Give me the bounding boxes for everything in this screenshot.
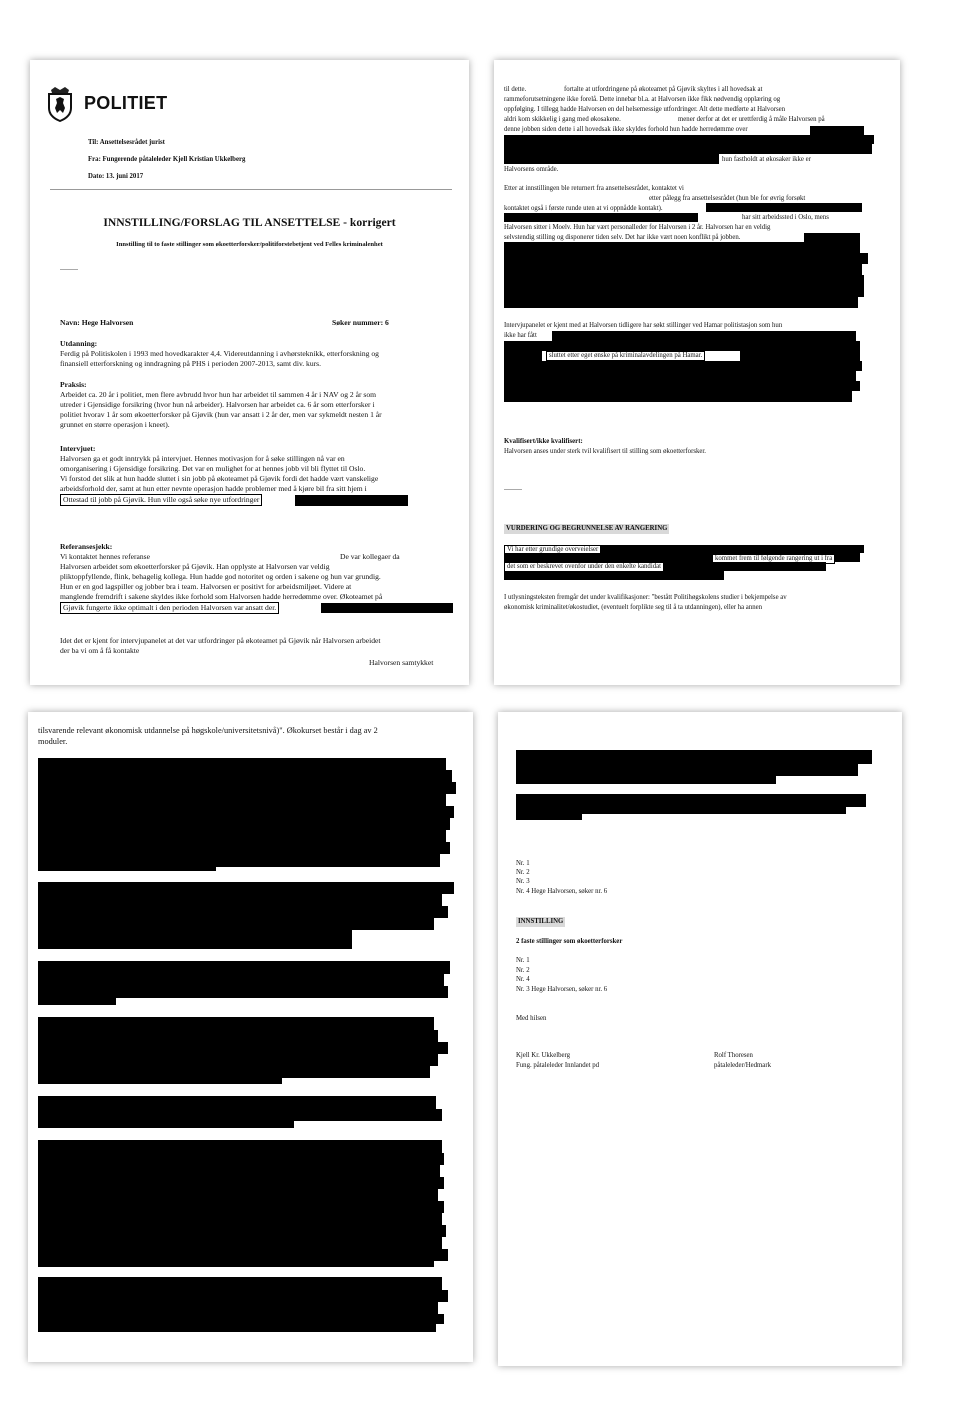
redaction-bar bbox=[504, 154, 719, 164]
redaction-bar bbox=[38, 1314, 444, 1324]
innstilling-heading: INNSTILLING bbox=[516, 917, 565, 927]
interview-line-highlight: Ottestad til jobb på Gjøvik. Hun ville også søke nye utfordringer bbox=[60, 494, 262, 506]
redaction-bar bbox=[504, 135, 874, 144]
coat-of-arms-lion-icon bbox=[46, 86, 74, 122]
body-line: kontaktet også i første runde uten at vi oppnådde kontakt). bbox=[504, 205, 663, 212]
body-line: Halvorsens område. bbox=[504, 166, 559, 173]
ranking-line-boxed: det som er beskrevet ovenfor under den enkelte kandidat bbox=[504, 562, 664, 572]
body-line: til dette. bbox=[504, 86, 527, 93]
redaction-bar bbox=[38, 1302, 438, 1314]
applicant-number: Søker nummer: 6 bbox=[332, 318, 389, 327]
redaction-bar bbox=[38, 1066, 430, 1078]
redaction-bar bbox=[516, 807, 846, 814]
separator-dots: --------- bbox=[60, 267, 78, 273]
redaction-bar bbox=[504, 391, 852, 402]
redaction-bar bbox=[38, 1030, 438, 1042]
body-line: aldri kom skikkelig i gang med økosakene. bbox=[504, 116, 621, 123]
redaction-bar bbox=[38, 961, 450, 974]
redaction-bar bbox=[38, 782, 456, 794]
redaction-bar bbox=[38, 1165, 440, 1177]
redaction-bar bbox=[38, 867, 216, 871]
document-page-1 bbox=[30, 60, 469, 685]
redaction-bar bbox=[38, 1277, 442, 1290]
rank-item: Nr. 2 bbox=[516, 869, 530, 876]
ranking-line-boxed: Vi har etter grundige overveielser bbox=[504, 545, 601, 555]
redaction-bar bbox=[38, 1153, 444, 1165]
body-line: ikke har fått bbox=[504, 332, 537, 339]
redaction-bar bbox=[38, 1109, 442, 1121]
redaction-bar bbox=[38, 794, 446, 806]
document-subtitle: Innstilling til to faste stillinger som økoetterforsker/politiforstebetjent ved Felles kriminalenhet bbox=[116, 241, 383, 248]
document-page-3 bbox=[28, 712, 473, 1362]
redaction-bar bbox=[38, 1054, 438, 1066]
redaction-bar bbox=[38, 854, 440, 867]
redaction-bar bbox=[552, 331, 856, 341]
rank-item: Nr. 1 bbox=[516, 860, 530, 867]
redaction-bar bbox=[38, 882, 454, 894]
redaction-bar bbox=[504, 361, 862, 371]
redaction-bar bbox=[504, 286, 864, 297]
header-divider bbox=[50, 189, 452, 190]
signature-name: Rolf Thoresen bbox=[714, 1052, 753, 1059]
signature-name: Kjell Kr. Ukkelberg bbox=[516, 1052, 571, 1059]
redaction-bar bbox=[38, 1177, 444, 1189]
consent-line: Halvorsen samtykket bbox=[369, 658, 434, 667]
body-line: etter pålegg fra ansettelsesrådet (hun ble for øvrig forsøkt bbox=[649, 195, 806, 202]
to-line: Til: Ansettelsesrådet jurist bbox=[88, 139, 165, 146]
redaction-bar bbox=[504, 144, 872, 154]
redaction-bar bbox=[38, 1213, 442, 1225]
redaction-bar bbox=[504, 213, 698, 222]
redaction-bar bbox=[38, 1261, 434, 1267]
recommend-item: Nr. 1 bbox=[516, 957, 530, 964]
education-line: Ferdig på Politiskolen i 1993 med hovedkarakter 4,4. Videreutdanning i avhørsteknikk, etterforskning og bbox=[60, 349, 379, 358]
title-main: INNSTILLING/FORSLAG TIL ANSETTELSE bbox=[103, 216, 341, 229]
redaction-bar bbox=[504, 242, 860, 253]
reference-line: De var kollegaer da bbox=[340, 552, 400, 561]
body-line: Halvorsen sitter i Moelv. Hun har vært personalleder for Halvorsen i 2 år. Halvorsen har en veldig bbox=[504, 224, 771, 231]
redaction-bar bbox=[38, 1017, 434, 1030]
body-line: har sitt arbeidssted i Oslo, mens bbox=[742, 214, 829, 221]
positions-line: 2 faste stillinger som økoetterforsker bbox=[516, 938, 623, 945]
redaction-bar bbox=[38, 1140, 442, 1153]
redaction-bar bbox=[516, 794, 866, 807]
practice-line: grunnet en større operasjon i kneet). bbox=[60, 420, 170, 429]
redaction-bar bbox=[504, 381, 860, 391]
redaction-bar bbox=[804, 233, 860, 242]
interview-line: Halvorsen ga et godt inntrykk på intervjuet. Hennes motivasjon for å søke stillingen nå var en bbox=[60, 454, 345, 463]
redaction-bar bbox=[38, 830, 446, 842]
education-line: finansiell etterforskning og inndragning på PHS i perioden 2007-2013, samt div. kurs. bbox=[60, 359, 322, 368]
redaction-bar bbox=[504, 341, 860, 351]
reference-line-highlight: Gjøvik fungerte ikke optimalt i den perioden Halvorsen var ansatt der. bbox=[60, 602, 279, 614]
signature-title: Fung. påtaleleder Innlandet pd bbox=[516, 1062, 600, 1069]
reference-line: pliktoppfyllende, flink, behagelig kollega. Hun hadde god notoritet og orden i sakene og hun var grundig. bbox=[60, 572, 381, 581]
redaction-bar bbox=[38, 1225, 446, 1237]
redaction-bar bbox=[516, 764, 858, 776]
redaction-bar bbox=[38, 894, 442, 906]
document-page-4 bbox=[498, 712, 902, 1366]
body-line: oppfølging. I tillegg hadde Halvorsen en del helsemessige utfordringer. Alt dette medførte at Halvorsen bbox=[504, 106, 786, 113]
redaction-bar bbox=[504, 371, 856, 381]
body-line: moduler. bbox=[38, 737, 68, 746]
redaction-bar bbox=[706, 203, 862, 212]
reference-line: Vi kontaktet hennes referanse bbox=[60, 552, 150, 561]
reference-line: manglende fremdrift i sakene skyldes ikke forhold som Halvorsen hadde herredømme over. Økoteamet på bbox=[60, 592, 383, 601]
closing-line: der ba vi om å få kontakte bbox=[60, 646, 140, 655]
candidate-name: Navn: Hege Halvorsen bbox=[60, 318, 134, 327]
rank-item: Nr. 3 bbox=[516, 878, 530, 885]
closing-line: Idet det er kjent for intervjupanelet at det var utfordringer på økoteamet på Gjøvik når Halvorsen arbeidet bbox=[60, 636, 381, 645]
redaction-bar bbox=[38, 1201, 444, 1213]
recommend-item: Nr. 2 bbox=[516, 967, 530, 974]
redaction-bar bbox=[504, 275, 864, 286]
practice-heading: Praksis: bbox=[60, 380, 87, 389]
body-line-boxed: sluttet etter eget ønske på kriminalavdelingen på Hamar. bbox=[546, 351, 705, 361]
ranking-heading: VURDERING OG BEGRUNNELSE AV RANGERING bbox=[504, 524, 669, 534]
practice-line: Arbeidet ca. 20 år i politiet, men flere avbrudd hvor hun har arbeidet til sammen 4 år i NAV og 2 år som bbox=[60, 390, 377, 399]
redaction-bar bbox=[38, 1042, 448, 1054]
document-page-2 bbox=[494, 60, 900, 685]
recommend-item: Nr. 4 bbox=[516, 976, 530, 983]
redaction-bar bbox=[38, 770, 452, 782]
redaction-bar bbox=[38, 930, 352, 949]
reference-heading: Referansesjekk: bbox=[60, 542, 113, 551]
body-line: Intervjupanelet er kjent med at Halvorsen tidligere har søkt stillinger ved Hamar politistasjon som hun bbox=[504, 322, 783, 329]
reference-line: Halvorsen arbeidet som økoetterforsker på Gjøvik. Han opplyste at Halvorsen var veldig bbox=[60, 562, 330, 571]
ranking-line-boxed: kommet frem til følgende rangering ut i fra bbox=[712, 554, 835, 564]
interview-heading: Intervjuet: bbox=[60, 444, 96, 453]
redaction-bar bbox=[740, 351, 860, 361]
redaction-bar bbox=[38, 906, 448, 918]
from-line: Fra: Fungerende påtaleleder Kjell Kristian Ukkelberg bbox=[88, 156, 246, 163]
title-suffix: - korrigert bbox=[340, 216, 396, 229]
interview-line: arbeidsforhold der, samt at hun etter nevnte operasjon hadde problemer med å kjøre bil fra sitt hjem i bbox=[60, 484, 367, 493]
body-line: mener derfor at det er urettferdig å måle Halvorsen på bbox=[678, 116, 825, 123]
redaction-bar bbox=[38, 818, 450, 830]
date-line: Dato: 13. juni 2017 bbox=[88, 173, 144, 180]
redaction-bar bbox=[38, 1189, 438, 1201]
body-line: selvstendig stilling og disponerer tiden selv. Det har ikke vært noen konflikt på jobben. bbox=[504, 234, 741, 241]
redaction-bar bbox=[38, 1249, 448, 1261]
redaction-bar bbox=[38, 806, 454, 818]
body-line: hun fastholdt at økosaker ikke er bbox=[722, 156, 811, 163]
document-title bbox=[30, 216, 469, 229]
redaction-bar bbox=[38, 998, 116, 1005]
qualified-heading: Kvalifisert/ikke kvalifisert: bbox=[504, 438, 583, 445]
redaction-bar bbox=[504, 264, 862, 275]
interview-line: Vi forstod det slik at hun hadde sluttet i sin jobb på økoteamet på Gjøvik fordi det hadde vært vanskelige bbox=[60, 474, 379, 483]
redaction-bar bbox=[516, 750, 872, 764]
redaction-bar bbox=[516, 814, 582, 820]
education-heading: Utdanning: bbox=[60, 339, 98, 348]
redaction-bar bbox=[38, 1078, 282, 1084]
redaction-bar bbox=[38, 974, 444, 986]
redaction-bar bbox=[516, 776, 776, 784]
rank-item: Nr. 4 Hege Halvorsen, søker nr. 6 bbox=[516, 888, 608, 895]
redaction-bar bbox=[504, 571, 724, 580]
body-line: denne jobben siden dette i all hovedsak ikke skyldes forhold hun hadde herredømme over bbox=[504, 126, 748, 133]
redaction-bar bbox=[38, 1290, 448, 1302]
redaction-bar bbox=[38, 1237, 442, 1249]
body-line: fortalte at utfordringene på økoteamet på Gjøvik skyltes i all hovedsak at bbox=[564, 86, 763, 93]
reference-line: Hun er en god lagspiller og jobber bra i team. Halvorsen er positivt for arbeidsmiljøet. Videre at bbox=[60, 582, 352, 591]
redaction-bar bbox=[504, 253, 868, 264]
redaction-bar bbox=[321, 603, 453, 613]
body-line: tilsvarende relevant økonomisk utdannelse på høgskole/universitetsnivå)". Økokurset består i dag av 2 bbox=[38, 726, 378, 735]
ad-line: økonomisk kriminalitet/økostudiet, (eventuelt forplikte seg til å ta utdanningen), eller ha annen bbox=[504, 604, 763, 611]
redaction-bar bbox=[504, 351, 542, 361]
redaction-bar bbox=[38, 842, 450, 854]
signature-title: påtaleleder/Hedmark bbox=[714, 1062, 771, 1069]
redaction-bar bbox=[810, 126, 864, 135]
redaction-bar bbox=[38, 986, 448, 998]
recommend-item: Nr. 3 Hege Halvorsen, søker nr. 6 bbox=[516, 986, 608, 993]
body-line: Etter at innstillingen ble returnert fra ansettelsesrådet, kontaktet vi bbox=[504, 185, 684, 192]
redaction-bar bbox=[504, 297, 858, 308]
politiet-logo: POLITIET bbox=[84, 93, 168, 113]
redaction-bar bbox=[38, 1324, 436, 1332]
interview-line: omorganisering i Gjensidige forsikring. Det var en mulighet for at hennes jobb vil bli flyttet til Oslo. bbox=[60, 464, 366, 473]
practice-line: politiet hvorav 1 år som økoetterforsker på Gjøvik (hun var ansatt i 2 år der, men var sykmeldt nesten 1 år bbox=[60, 410, 382, 419]
practice-line: utreder i Gjensidige forsikring (hvor hun nå arbeider). Halvorsen har arbeidet ca. 6 år som etterforsker i bbox=[60, 400, 375, 409]
redaction-bar bbox=[38, 1096, 436, 1109]
qualified-line: Halvorsen anses under sterk tvil kvalifisert til stilling som økoetterforsker. bbox=[504, 448, 706, 455]
ad-line: I utlysningsteksten fremgår det under kvalifikasjoner: "bestått Politihøgskolens studier i bekjempelse av bbox=[504, 594, 787, 601]
redaction-bar bbox=[295, 495, 408, 506]
redaction-bar bbox=[38, 1121, 294, 1128]
body-line: rammeforutsetningene ikke forelå. Dette innebar bl.a. at Halvorsen ikke fikk nødvendig opplæring og bbox=[504, 96, 781, 103]
redaction-bar bbox=[38, 758, 446, 770]
separator-dots: --------- bbox=[504, 487, 522, 493]
greeting: Med hilsen bbox=[516, 1015, 547, 1022]
redaction-bar bbox=[38, 918, 434, 930]
